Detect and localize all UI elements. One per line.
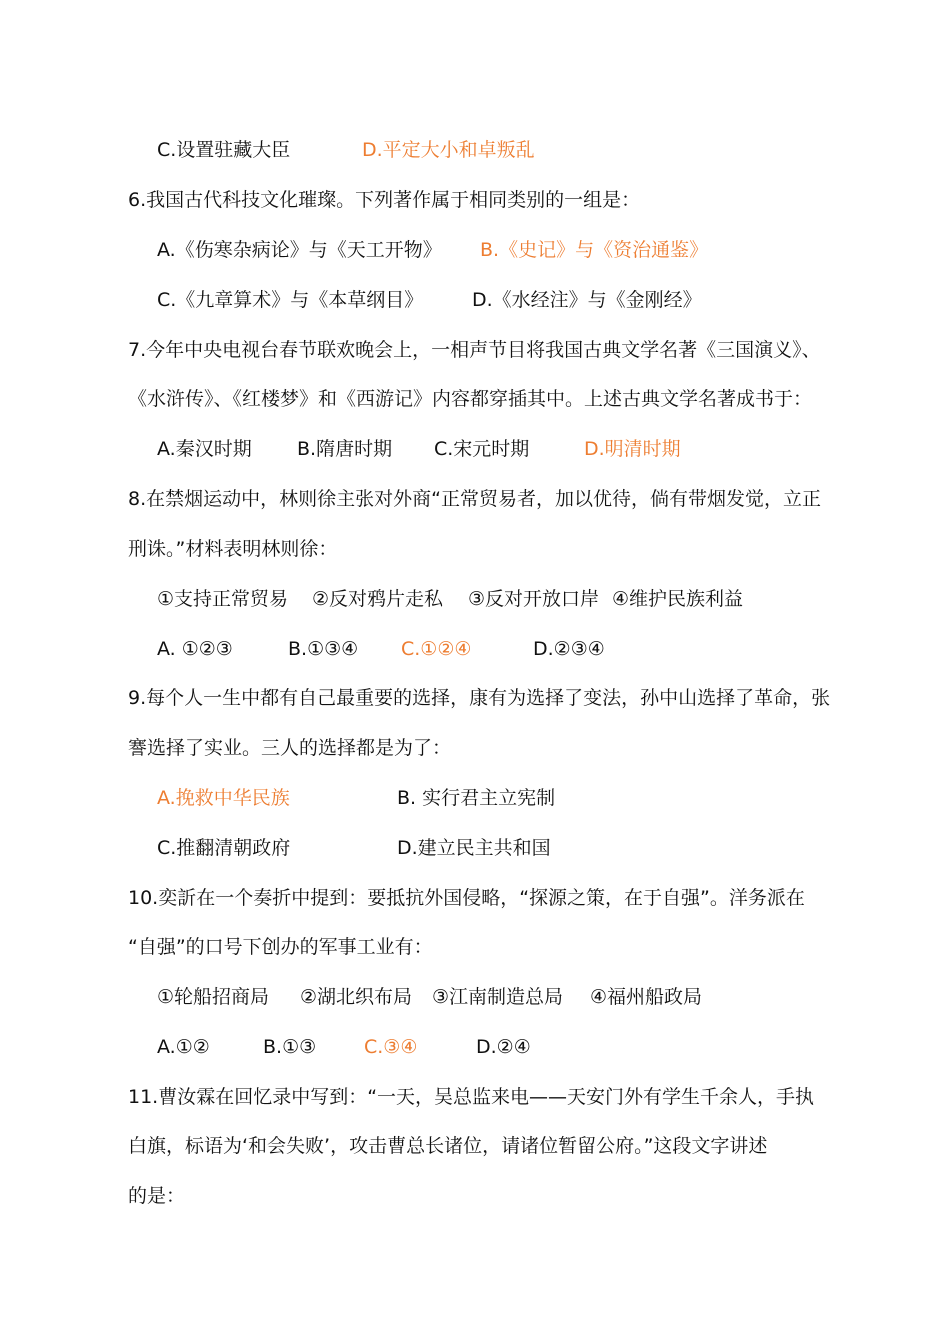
q8-statement-2: ②反对鸦片走私: [312, 588, 444, 610]
q6-option-b-answer: B.《史记》与《资治通鉴》: [480, 239, 709, 261]
q6-option-c: C.《九章算术》与《本草纲目》: [157, 289, 424, 311]
q5-option-c: C.设置驻藏大臣: [157, 139, 291, 161]
q10-statement-3: ③江南制造总局: [432, 986, 564, 1008]
q11-stem-line-1: 11.曹汝霖在回忆录中写到：“一天，吴总监来电——天安门外有学生千余人，手执: [128, 1086, 815, 1108]
q11-stem-line-2: 白旗，标语为‘和会失败’，攻击曹总长诸位，请诸位暂留公府。”这段文字讲述: [128, 1135, 768, 1157]
q7-option-c: C.宋元时期: [434, 438, 530, 460]
q10-option-a: A.①②: [157, 1036, 210, 1058]
q8-option-a: A. ①②③: [157, 638, 233, 660]
q7-stem-line-1: 7.今年中央电视台春节联欢晚会上，一相声节目将我国古典文学名著《三国演义》、: [128, 339, 821, 361]
q9-option-c: C.推翻清朝政府: [157, 837, 291, 859]
q10-option-d: D.②④: [476, 1036, 531, 1058]
q6-stem: 6.我国古代科技文化璀璨。下列著作属于相同类别的一组是：: [128, 189, 641, 211]
q10-stem-line-2: “自强”的口号下创办的军事工业有：: [128, 936, 433, 958]
q11-stem-line-3: 的是：: [128, 1185, 186, 1207]
q10-stem-line-1: 10.奕訢在一个奏折中提到：要抵抗外国侵略，“探源之策，在于自强”。洋务派在: [128, 887, 805, 909]
q8-statement-3: ③反对开放口岸: [468, 588, 600, 610]
q6-option-a: A.《伤寒杂病论》与《天工开物》: [157, 239, 442, 261]
q8-option-d: D.②③④: [533, 638, 605, 660]
q7-option-d-answer: D.明清时期: [584, 438, 681, 460]
q8-option-b: B.①③④: [288, 638, 359, 660]
q10-statement-4: ④福州船政局: [590, 986, 703, 1008]
q7-stem-line-2: 《水浒传》、《红楼梦》和《西游记》内容都穿插其中。上述古典文学名著成书于：: [128, 388, 813, 410]
q10-statement-1: ①轮船招商局: [157, 986, 270, 1008]
q8-stem-line-1: 8.在禁烟运动中，林则徐主张对外商“正常贸易者，加以优待，倘有带烟发觉，立正: [128, 488, 821, 510]
q7-option-b: B.隋唐时期: [297, 438, 393, 460]
q9-option-b: B. 实行君主立宪制: [397, 787, 556, 809]
q8-option-c-answer: C.①②④: [401, 638, 472, 660]
q5-option-d-answer: D.平定大小和卓叛乱: [362, 139, 535, 161]
q8-stem-line-2: 刑诛。”材料表明林则徐：: [128, 538, 338, 560]
q9-option-a-answer: A.挽救中华民族: [157, 787, 290, 809]
q10-statement-2: ②湖北织布局: [300, 986, 413, 1008]
q8-statement-4: ④维护民族利益: [612, 588, 744, 610]
q9-stem-line-1: 9.每个人一生中都有自己最重要的选择，康有为选择了变法，孙中山选择了革命，张: [128, 687, 831, 709]
q7-option-a: A.秦汉时期: [157, 438, 252, 460]
q6-option-d: D.《水经注》与《金刚经》: [472, 289, 702, 311]
q8-statement-1: ①支持正常贸易: [157, 588, 289, 610]
q9-option-d: D.建立民主共和国: [397, 837, 551, 859]
q10-option-c-answer: C.③④: [364, 1036, 418, 1058]
q10-option-b: B.①③: [263, 1036, 317, 1058]
q9-stem-line-2: 謇选择了实业。三人的选择都是为了：: [128, 737, 452, 759]
